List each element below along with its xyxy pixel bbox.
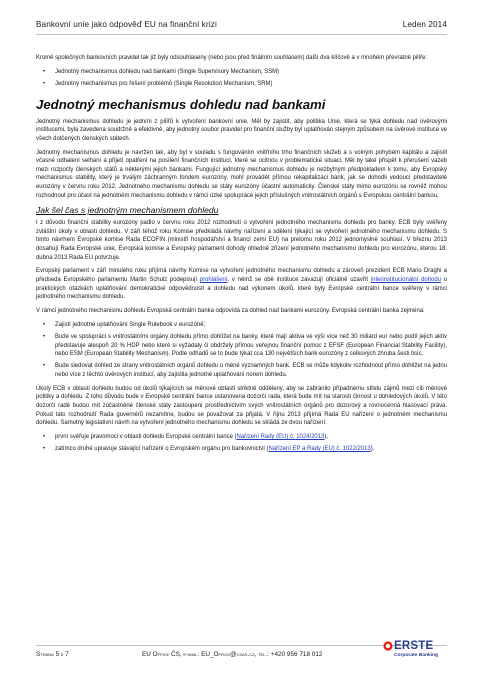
intro-bullet-list <box>36 68 447 89</box>
page-number: Strana 5 z 7 <box>36 651 69 658</box>
section-paragraph: Jednotný mechanismus dohledu je jedním z pilířů k vytvoření bankovní unie. Měl by zajistit, aby politika Unie, která se týká dohledu nad úvěrovými institucemi, byla zavedena soudržně a efektivně, aby jednotný soubor pravidel pro finanční služby byl uplatňován stejným způsobem na úvěrové instituce ve všech dotčených členských státech. <box>36 118 447 142</box>
parliament-paragraph: Evropský parlament v září minulého roku přijímá návrhy Komise na vytvoření jednotného mechanismu dohledu a zároveň prezident ECB Mario Draghi a předseda Evropského parlamentu Martin Schulz podepisují prohlášení, v němž se obě instituce zavazují oficiálně uzavřít interinstitucionální dohodu o praktických otázkách uplatňování demokratické odpovědnosti a dohledu nad výkonem úkolů, které byly Evropské centrální bance svěřeny v rámci jednotného mechanismu dohledu. <box>36 268 447 301</box>
bullet-icon: • <box>43 433 46 440</box>
bullet-icon: • <box>43 321 46 328</box>
document-title: Bankovní unie jako odpověď EU na finanční krizi <box>36 20 217 29</box>
erste-logo-icon <box>383 640 393 652</box>
bullet-icon: • <box>43 80 46 87</box>
ecb-role-paragraph: V rámci jednotného mechanismu dohledu Evropská centrální banka odpovídá za dohled nad bankami eurozóny. Evropská centrální banka zejména: <box>36 308 425 314</box>
document-body <box>36 54 447 459</box>
list-item: • Jednotný mechanismus dohledu nad bankami (Single Supervisory Mechanism, SSM) <box>43 68 280 75</box>
subsection-heading: Jak šel čas s jednotným mechanismem dohledu <box>36 205 219 216</box>
page-header <box>36 20 447 34</box>
supervisory-board-paragraph: Úkoly ECB v oblasti dohledu budou od úkolů týkajících se měnové oblasti striktně odděleny, aby se zabránilo případnému střetu zájmů mezi cíli měnové politiky a dohledu. Z toho důvodu bude v Evropské centrální bance ustanovena dozorčí rada, která bude mít na starosti činnost u dohledových úkolů. V této dozorčí radě budou mít zúčastněné členské státy zastoupení prostřednictvím svých vnitrostátních orgánů pro dozorový a rovnocenná hlasovací práva. Pokud tato rozhodnutí Rada guvernérů nezamítne, budou se považovat za přijatá. V říjnu 2013 přijímá Rada EU nařízení o jednotném mechanismu dohledu. Samotný legislativní návrh na vytvoření jednotného mechanismu dohledu se skládá ze dvou nařízení: <box>36 385 447 427</box>
list-item: • Bude sledovat dohled ze strany vnitrostátních orgánů dohledu u méně významných bank. ECB se může kdykoliv rozhodnout přímo dohlížet na jednu nebo více z těchto úvěrových institucí, aby zajistila jednotné uplatňování norem dohledu. <box>43 363 447 378</box>
section-heading: Jednotný mechanismus dohledu nad bankami <box>36 96 326 112</box>
history-paragraph: I z důvodu finanční stability eurozóny padlo v červnu roku 2012 rozhodnutí o vytvoření jednotného mechanismu dohledu pro banky. ECB byly svěřeny zvláštní úkoly v oblasti dohledu. V září téhož roku Komise předkládá návrhy nařízení a sdělení týkající se vytvoření jednotného mechanismu dohledu. S tímto návrhem Evropské komise Rada ECOFIN (ministři hospodářství a financí zemí EU) na prelomu roku 2012 jednomyslně souhlasí. V březnu 2013 dosahují Rada Evropské unie, Evropská komise a Evropský parlament dohody ohledně zřízení jednotného mechanismu dohledu pro eurozónu, kterou 18. dubna 2013 Rada EU potvrzuje. <box>36 220 447 261</box>
interinstitutional-agreement-link[interactable]: interinstitucionální dohodu <box>370 277 441 284</box>
bullet-icon: • <box>43 446 46 453</box>
list-item: • první svěřuje pravomoci v oblasti dohledu Evropské centrální bance (Nařízení Rady (EU) č. 1024/2013), <box>43 433 328 440</box>
bullet-icon: • <box>43 68 46 75</box>
logo-subtitle: Corporate Banking <box>394 653 439 658</box>
regulation-1024-link[interactable]: Nařízení Rady (EU) č. 1024/2013 <box>236 433 325 440</box>
list-item: • zatímco druhé upravuje stávající nařízení o Evropském orgánu pro bankovnictví (Nařízení EP a Rady (EU) č. 1022/2013). <box>43 446 375 453</box>
contact-info: EU Office ČS, e-mail: EU_Office@csas.cz, tel.: +420 956 718 012 <box>142 651 323 658</box>
bullet-icon: • <box>43 333 46 340</box>
list-item: • Jednotný mechanismus pro řešení problémů (Single Resolution Mechanism, SRM) <box>43 80 273 87</box>
regulations-list <box>36 433 447 454</box>
document-date: Leden 2014 <box>402 20 447 29</box>
section-paragraph: Jednotný mechanismus dohledu je navržen tak, aby byl v souladu s fungováním vnitřního trhu finančních služeb a s volným pohybem kapitálu a zajistil včasné odhalení selhání a přijetí opatření na posílení finančních institucí, které se ocitnou v problematické situaci. Měl by také přispět k přerušení vazeb mezi rozpočty členských států a některými jejich bankami. Fungující jednotný mechanismus dohledu je nezbytným předpokladem k tomu, aby Evropský mechanismus stability, který je trvalým záchranným fondem eurozóny, mohl provádět přímou rekapitalizaci bank, jak se dohodli vedoucí představitelé eurozóny v červnu roku 2012. Jednotného mechanismu dohledu se státy eurozóny účastní automaticky. Členské státy mimo eurozónu se rovněž mohou rozhodnout pro účast na jednotném mechanismu dohledu v rámci úzké spolupráce jejich příslušných vnitrostátních orgánů s Evropskou centrální bankou. <box>36 149 447 199</box>
intro-paragraph: Kromě společných bankovních pravidel tak již byly odsouhlaseny (nebo jsou před finálním souhlasem) další dva klíčové a v mnohém převratné pilíře: <box>36 55 428 61</box>
ecb-tasks-list <box>36 321 447 380</box>
logo-brand: ERSTE <box>394 640 434 652</box>
header-divider <box>36 34 447 35</box>
erste-logo <box>383 640 445 666</box>
list-item: • Zajistí jednotné uplatňování Single Rulebook v eurozóně; <box>43 321 206 328</box>
list-item: • Bude ve spolupráci s vnitrostátními orgány dohledu přímo dohlížet na banky, které mají aktiva ve výši více než 30 miliard eur nebo podíl jejich aktiv představuje alespoň 20 % HDP nebo které si vyžádaly či obdržely přímou veřejnou finanční pomoc z EFSF (European Financial Stability Facility), nebo ESM (European Stability Mechanism). Podle odhadů se to bude týkat cca 130 největších bank eurozóny z celkových zhruba šesti tisíc. <box>43 333 447 358</box>
regulation-1022-link[interactable]: Nařízení EP a Rady (EU) č. 1022/2013 <box>268 446 371 453</box>
bullet-icon: • <box>43 363 46 370</box>
declaration-link[interactable]: prohlášení <box>199 277 228 284</box>
